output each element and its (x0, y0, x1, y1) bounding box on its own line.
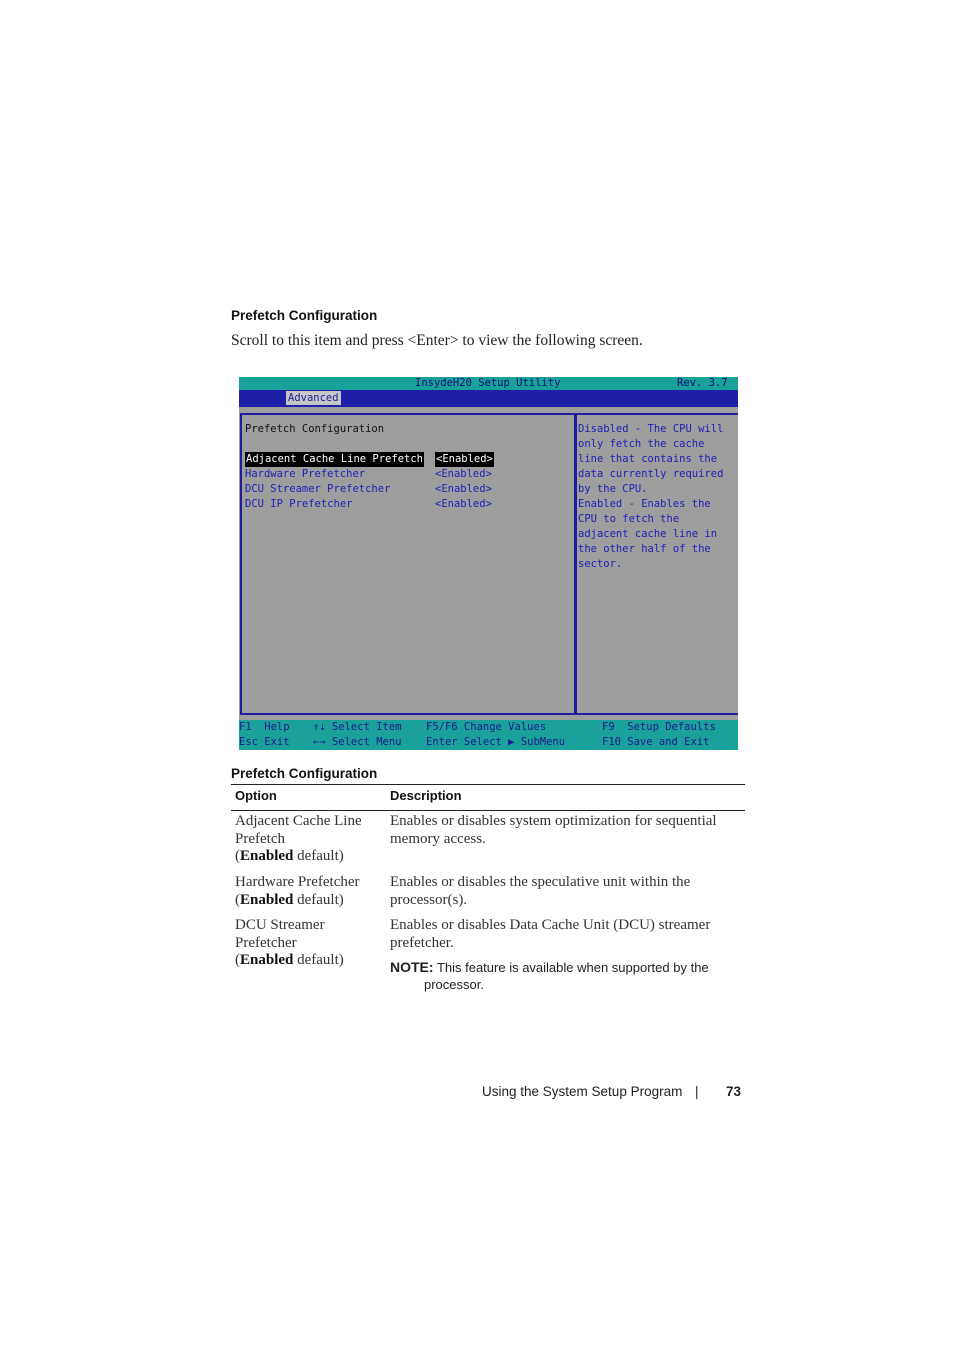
key-enter-submenu: Enter Select ▶ SubMenu (426, 736, 566, 748)
default-value: Enabled (240, 952, 294, 968)
bios-title-bar (239, 377, 738, 390)
default-value: Enabled (240, 891, 294, 908)
bios-settings-panel (240, 413, 577, 715)
table-header-rule (231, 810, 745, 811)
note-text: This feature is available when supported by the processor. (424, 960, 709, 992)
option-name: Hardware Prefetcher (235, 874, 360, 890)
key-f10-save-exit: F10 Save and Exit (602, 736, 710, 748)
footer-chapter-title: Using the System Setup Program (482, 1084, 683, 1099)
option-cell: Adjacent Cache Line Prefetch (Enabled default) (235, 813, 362, 864)
table-top-rule (231, 784, 745, 785)
description-cell: Enables or disables Data Cache Unit (DCU) streamer prefetcher. (390, 917, 711, 951)
default-suffix: default) (293, 952, 344, 968)
bios-panel-title: Prefetch Configuration (245, 423, 385, 435)
intro-text: Scroll to this item and press <Enter> to view the following screen. (231, 332, 643, 349)
key-select-menu: ←→ Select Menu (313, 736, 402, 748)
bios-app-title: InsydeH20 Setup Utility (415, 377, 561, 389)
bios-item-label: DCU Streamer Prefetcher (245, 483, 391, 495)
note-block (390, 959, 764, 993)
bios-revision: Rev. 3.7 (677, 377, 728, 389)
option-cell: DCU Streamer Prefetcher (Enabled default) (235, 917, 344, 968)
bios-item-value[interactable]: <Enabled> (435, 498, 492, 510)
bios-item-label: Hardware Prefetcher (245, 468, 366, 480)
tab-advanced[interactable]: Advanced (288, 392, 339, 404)
bios-item-label: Adjacent Cache Line Prefetch (246, 453, 424, 465)
page-number: 73 (726, 1084, 742, 1099)
description-cell: Enables or disables the speculative unit within the processor(s). (390, 874, 691, 908)
option-name: Adjacent Cache Line Prefetch (235, 813, 362, 847)
default-suffix: default) (293, 848, 344, 864)
key-change-values: F5/F6 Change Values (426, 721, 547, 733)
bios-item-value[interactable]: <Enabled> (436, 453, 493, 465)
key-f9-defaults: F9 Setup Defaults (602, 721, 716, 733)
bios-item-value[interactable]: <Enabled> (435, 483, 492, 495)
table-caption: Prefetch Configuration (231, 766, 378, 781)
bios-item-value[interactable]: <Enabled> (435, 468, 492, 480)
bios-menu-bar (239, 390, 738, 407)
option-cell: Hardware Prefetcher (Enabled default) (235, 874, 360, 908)
column-header-description: Description (390, 788, 462, 803)
bios-screenshot (239, 377, 738, 750)
key-f1-help: F1 Help (239, 721, 290, 733)
key-esc-exit: Esc Exit (239, 736, 290, 748)
bios-help-text: Disabled - The CPU will only fetch the cache line that contains the data currently required by the CPU. Enabled - Enables the CPU to fetch the adjacent cache line in the other half of the sector. (578, 423, 724, 570)
description-cell: Enables or disables system optimization for sequential memory access. (390, 813, 717, 847)
note-label: NOTE: (390, 959, 434, 975)
default-value: Enabled (240, 848, 294, 864)
section-title: Prefetch Configuration (231, 308, 378, 323)
bios-key-legend (239, 720, 738, 750)
option-name: DCU Streamer Prefetcher (235, 917, 325, 951)
footer-separator: | (695, 1084, 699, 1099)
column-header-option: Option (235, 788, 277, 803)
bios-help-panel (574, 413, 738, 715)
default-suffix: default) (293, 891, 344, 908)
key-select-item: ↑↓ Select Item (313, 721, 402, 733)
bios-item-label: DCU IP Prefetcher (245, 498, 353, 510)
